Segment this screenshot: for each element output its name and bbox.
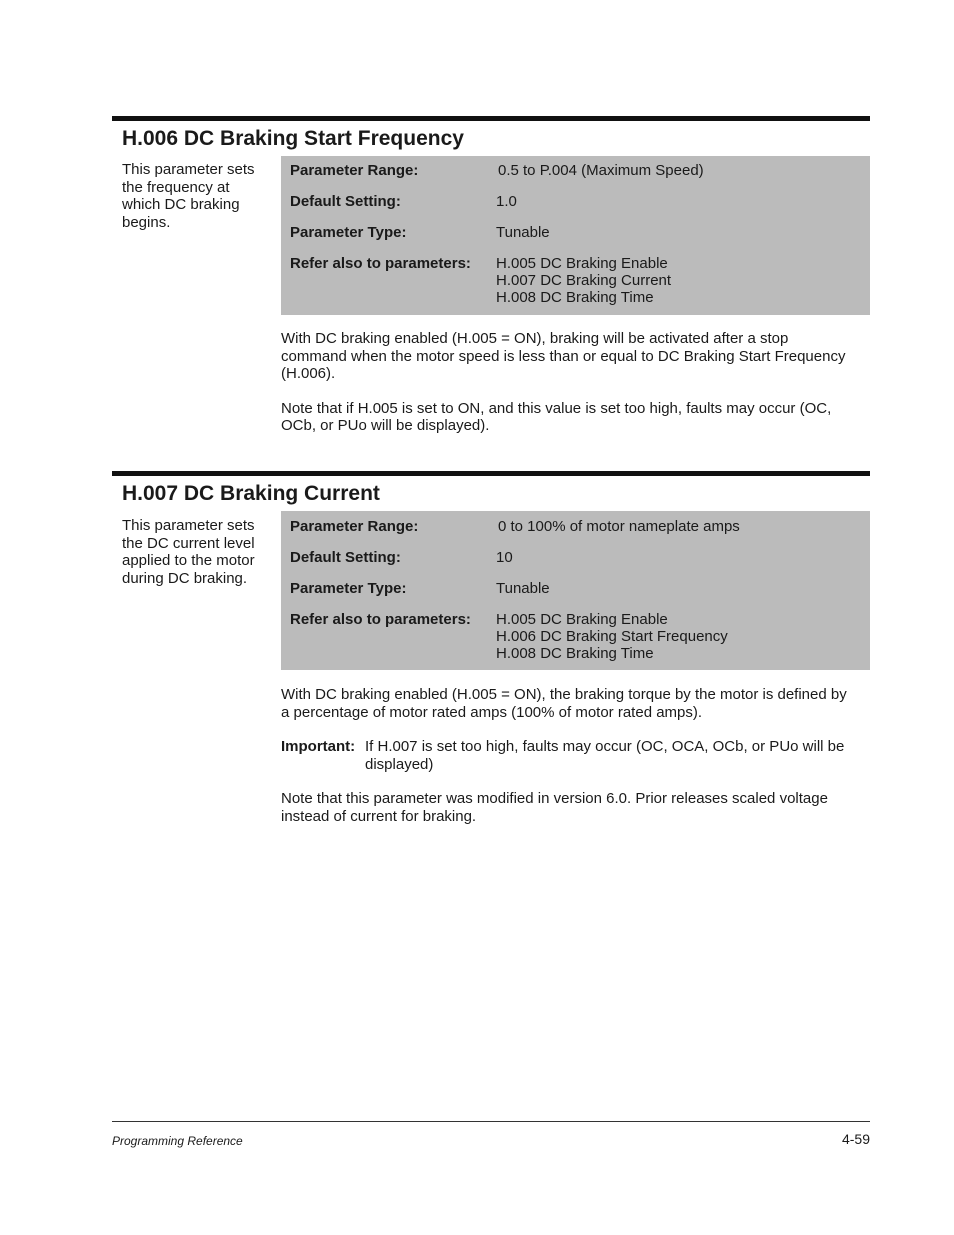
param-row-type (281, 224, 870, 241)
param-label: Parameter Range: (290, 518, 419, 535)
footer-title: Programming Reference (112, 1134, 243, 1148)
paragraph: Note that if H.005 is set to ON, and this value is set too high, faults may occur (OC, OCb, or PUo will be displayed). (281, 399, 832, 434)
parameter-table (281, 511, 870, 670)
parameter-description: This parameter sets the frequency at which DC braking begins. (122, 161, 255, 231)
page-number: 4-59 (841, 1131, 870, 1147)
param-row-default (281, 193, 870, 210)
param-value: 0 to 100% of motor nameplate amps (498, 518, 740, 535)
section-h006 (112, 116, 870, 152)
param-label: Default Setting: (290, 549, 401, 566)
param-row-refer (281, 255, 870, 306)
paragraph: With DC braking enabled (H.005 = ON), braking will be activated after a stop command when the motor speed is less than or equal to DC Braking Start Frequency (H.006). (281, 330, 846, 382)
param-value: H.005 DC Braking Enable H.007 DC Braking Current H.008 DC Braking Time (496, 255, 672, 306)
important-note (281, 738, 870, 773)
param-label: Parameter Type: (290, 224, 407, 241)
section-title: H.007 DC Braking Current (122, 482, 380, 505)
param-value: Tunable (496, 580, 550, 597)
param-value: 1.0 (496, 193, 517, 210)
param-label: Parameter Range: (290, 162, 419, 179)
param-label: Refer also to parameters: (290, 611, 471, 628)
param-label: Refer also to parameters: (290, 255, 471, 272)
section-rule (112, 116, 870, 121)
param-value: Tunable (496, 224, 550, 241)
section-body (281, 330, 870, 452)
param-row-range (281, 518, 870, 535)
param-value: 10 (496, 549, 513, 566)
paragraph: Note that this parameter was modified in version 6.0. Prior releases scaled voltage instead of current for braking. (281, 790, 828, 825)
param-label: Parameter Type: (290, 580, 407, 597)
parameter-table (281, 156, 870, 315)
param-value: 0.5 to P.004 (Maximum Speed) (498, 162, 704, 179)
param-row-type (281, 580, 870, 597)
param-label: Default Setting: (290, 193, 401, 210)
param-row-range (281, 162, 870, 179)
paragraph: With DC braking enabled (H.005 = ON), the braking torque by the motor is defined by a percentage of motor rated amps (100% of motor rated amps). (281, 686, 847, 721)
parameter-description: This parameter sets the DC current level applied to the motor during DC braking. (122, 517, 255, 587)
section-body (281, 686, 870, 842)
section-h007 (112, 471, 870, 507)
param-value: H.005 DC Braking Enable H.006 DC Braking Start Frequency H.008 DC Braking Time (496, 611, 728, 662)
section-title: H.006 DC Braking Start Frequency (122, 127, 464, 150)
param-row-refer (281, 611, 870, 662)
param-row-default (281, 549, 870, 566)
footer-rule (112, 1121, 870, 1122)
important-label: Important: (281, 738, 356, 755)
important-text: If H.007 is set too high, faults may occur (OC, OCA, OCb, or PUo will be displayed) (365, 738, 845, 773)
section-rule (112, 471, 870, 476)
